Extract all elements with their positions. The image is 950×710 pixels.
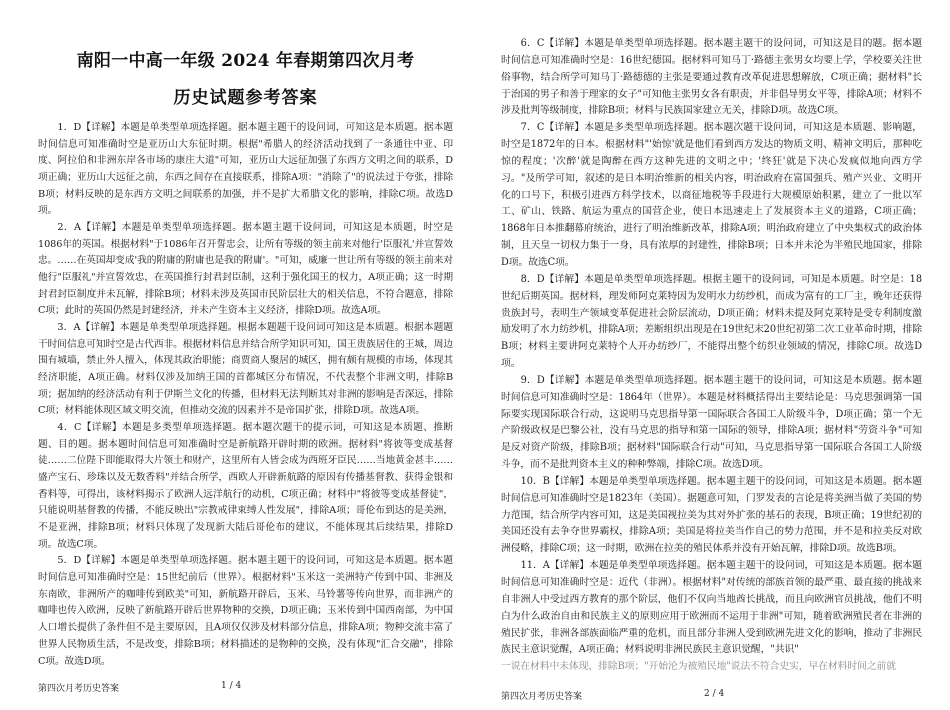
- answer-6: 6．C【详解】本题是单类型单项选择题。据本题主题干的设问词，可知这是目的题。据本题时间信息可知准确时空是：16世纪德国。据材料可知马丁·路德主张男女均要上学，学校要关注世俗事物，结合所学可知马丁·路德德的主张是要通过教育改革促进思想解放，C项正确；据材料"长于治国的男子和善于理家的女子"可知他主张男女各有职责，并非倡导男女平等，排除A项；材料不涉及批判等级制度，排除B项；材料与民族国家建立无关，排除D项。故选C项。: [501, 38, 922, 117]
- answer-5: 5．D【详解】本题是单类型单项选择题。据本题主题干的设问词，可知这是本质题。据本题时间信息可知准确时空是：15世纪前后（世界）。根据材料"玉米这一美洲特产传到中国、非洲及东南欧，非洲所产的咖啡传到欧美"可知，新航路开辟后，玉米、马铃薯等传向世界，而非洲产的咖啡也传入欧洲，反映了新航路开辟后世界物种的交换，D项正确；玉米传到中国西南部，为中国人口增长提供了条件但不是主要原因，且A项仅仅涉及材料部分信息，排除A项；物种交流丰富了世界人民物质生活，不是改变，排除B项；材料描述的是物种的交换，没有体现"汇合交融"，排除C项。故选D项。: [38, 555, 453, 667]
- answer-9: 9．D【详解】本题是单类型单项选择题。据本题主题干的设问词，可知这是本质题。据本题时间信息可知准确时空是：1864年（世界）。本题是材料概括得出主要结论是：马克思强调第一国际要实现国际联合行动，这说明马克思指导第一国际联合各国工人阶级斗争，D项正确；第一个无产阶级政权是巴黎公社，没有马克思的指导和第一国际的领导，排除A项；据材料"劳资斗争"可知是反对资产阶级，排除B项；据材料"国际联合行动"可知，马克思指导第一国际联合各国工人阶级斗争，而不是批判资本主义的种种弊端，排除C项。故选D项。: [501, 374, 922, 471]
- answer-8: 8．D【详解】本题是单类型单项选择题。根据主题干的设问词，可知是本质题。时空是：18世纪后期英国。据材料，理发师阿克莱特因为发明水力纺纱机，而成为富有的工厂主，晚年还获得贵族封号，表明生产领域变革促进社会阶层流动，D项正确；材料未提及阿克莱特是受专利制度激励发明了水力纺纱机，排除A项；差断组织出现是在19世纪末20世纪初第二次工业革命时期，排除B项；材料主要讲阿克莱特个人开办纺纱厂，不能得出整个纺织业领域的情况，排除C项。故选D项。: [501, 273, 922, 370]
- answer-11: 11．A【详解】本题是单类型单项选择题。据本题主题干的设问词，可知这是本质题。据本题时间信息可知准确时空是：近代（非洲）。根据材料"对传统的部族首领的最严重、最直接的挑战来自非洲人中受过西方教育的那个阶层，他们不仅向当地酋长挑战，而且向欧洲官员挑战，他们不明白为什么政治自由和民族主义的原则应用于欧洲而不运用于非洲"可知，随着欧洲殖民者在非洲的殖民扩张，非洲各部族面临严重的危机，而且部分非洲人受到欧洲先进文化的影响，推动了非洲民族民主意识觉醒，A项正确；材料说明非洲民族民主意识觉醒，"共识": [501, 560, 922, 656]
- footer-label: 第四次月考历史答案: [501, 692, 583, 702]
- answer-4: 4．C【详解】本题是多类型单项选择题。据本题次题干的提示词，可知这是本质题、推断题、目的题。据本题时间信息可知准确时空是新航路开辟时期的欧洲。据材料"将彼等变成基督徒……二位陛下即能取得大片领土和财产，这里所有人皆会成为西班牙臣民……当地黄金甚丰……盛产宝石、珍珠以及无数香料"并结合所学，西欧人开辟新航路的原因有传播基督教、获得金银和香料等，可得出，该材料揭示了欧洲人远洋航行的动机，C项正确；材料中"将彼等变成基督徒"，只能说明基督教的传播，不能反映出"宗教戒律束缚人性发展"，排除A项；哥伦布到达的是美洲，不是亚洲，排除B项；材料只体现了发现新大陆后哥伦布的建议，不能体现其后续结果，排除D项。故选C项。: [38, 422, 453, 550]
- answer-list-right: [501, 36, 922, 676]
- exam-subtitle: 历史试题参考答案: [173, 88, 318, 108]
- answer-7: 7．C【详解】本题是多类型单项选择题。据本题次题干设问词，可知这是本质题、影响题，时空是1872年的日本。根据材料"'始惊'就是他们看到西方发达的物质文明、精神文明后，那种吃惊的程度；'次醉'就是陶醉在西方这种先进的文明之中；'终狂'就是下决心发疯似地向西方学习。"及所学可知，叙述的是日本明治维新的相关内容，明治政府在富国强兵、殖产兴业、文明开化的口号下，积极引进西方科学技术，以商征地税等手段进行大规模原始积累，建立了一批以军工、矿山、铁路、航运为重点的国营企业，使日本迅速走上了发展资本主义的道路，C项正确；1868年日本推翻幕府统治，进行了明治维新改革，排除A项；明治政府建立了中央集权式的政治体制，且天皇一切权力集于一身，具有浓厚的封建性，排除B项；日本并未沦为半殖民地国家，排除D项。故选C项。: [501, 122, 922, 268]
- answer-10: 10．B【详解】本题是单类型单项选择题。据本题主题干的设问词，可知这是本质题。据本题时间信息可知准确时空是1823年（美国）。据题意可知，门罗发表的言论是将美洲当做了美国的势力范围，结合所学内容可知，这是美国视拉美为其对外扩张的基石的表现，B项正确；19世纪初的美国还没有去争夺世界霸权，排除A项；美国是将拉美当作自己的势力范围，并不是和拉美反对欧洲侵略，排除C项；这一时期，欧洲在拉美的殖民体系并没有开始瓦解，排除D项。故选B项。: [501, 475, 922, 555]
- cut-off-line: 一说在材料中未体现，排除B项；"开始沦为被殖民地"说法不符合史实，早在材料时间之前就: [501, 661, 896, 673]
- answer-3: 3．A【详解】本题是单类型单项选择题。根据本题题干设问词可知这是本质题。根据本题题干时间信息可知时空是古代西非。根据材料信息并结合所学知识可知，国王贵族居住的王城，周边围有城墙，禁止外人擅入，体现其政治职能；商贾商人聚居的城区，拥有颇有规模的市场，体现其经济职能，A项正确。材料仅涉及加纳王国的首都城区分布情况，不代表整个非洲文明，排除B项；据加纳的经济活动有利于伊斯兰文化的传播，但材料无法判断其对非洲的影响是否深远，排除C项；材料能体现区域文明交流，但推动交流的因素并不是帝国扩张，排除D项。故选A项。: [38, 322, 453, 417]
- answer-2: 2．A【详解】本题是单类型单项选择题。据本题主题干设问词，可知这是本质题，时空是1086年的英国。根据材料"于1086年召开誓忠会，让所有等级的领主前来对他行'臣服礼'并宣誓效忠。……在英国却变成'我的附庸的附庸也是我的附庸'。"可知，威廉一世让所有等级的领主前来对他行"臣服礼"并宣誓效忠，在英国推行封君封臣制，这利于强化国王的权力，A项正确；这一时期封君封臣制度并未瓦解，排除B项；材料未涉及英国市民阶层壮大的相关信息，不符合题意，排除C项；此时的英国仍然是封建经济，并未产生资本主义经济，排除D项。故选A项。: [38, 222, 453, 317]
- page-number: 1 / 4: [221, 681, 242, 691]
- answer-1: 1．D【详解】本题是单类型单项选择题。据本题主题干的设问词，可知这是本质题。据本题时间信息可知准确时空是亚历山大东征时期。根据"希腊人的经济活动找到了一条通往中亚、印度、阿拉伯和非洲东岸各市场的康庄大道"可知，亚历山大远征加强了东西方文明之间的联系，D项正确；亚历山大远征之前，东西之间存在直接联系，排除A项："消除了"的说法过于夸张，排除B项；材料反映的是东西方文明之间联系的加强，并不是扩大希腊文化的影响，排除C项。故选D项。: [38, 122, 453, 217]
- page-2: [475, 0, 950, 710]
- footer-label: 第四次月考历史答案: [38, 684, 120, 694]
- answer-list-left: [38, 120, 453, 670]
- page-number: 2 / 4: [704, 689, 725, 699]
- exam-title: 南阳一中高一年级 2024 年春期第四次月考: [76, 51, 415, 71]
